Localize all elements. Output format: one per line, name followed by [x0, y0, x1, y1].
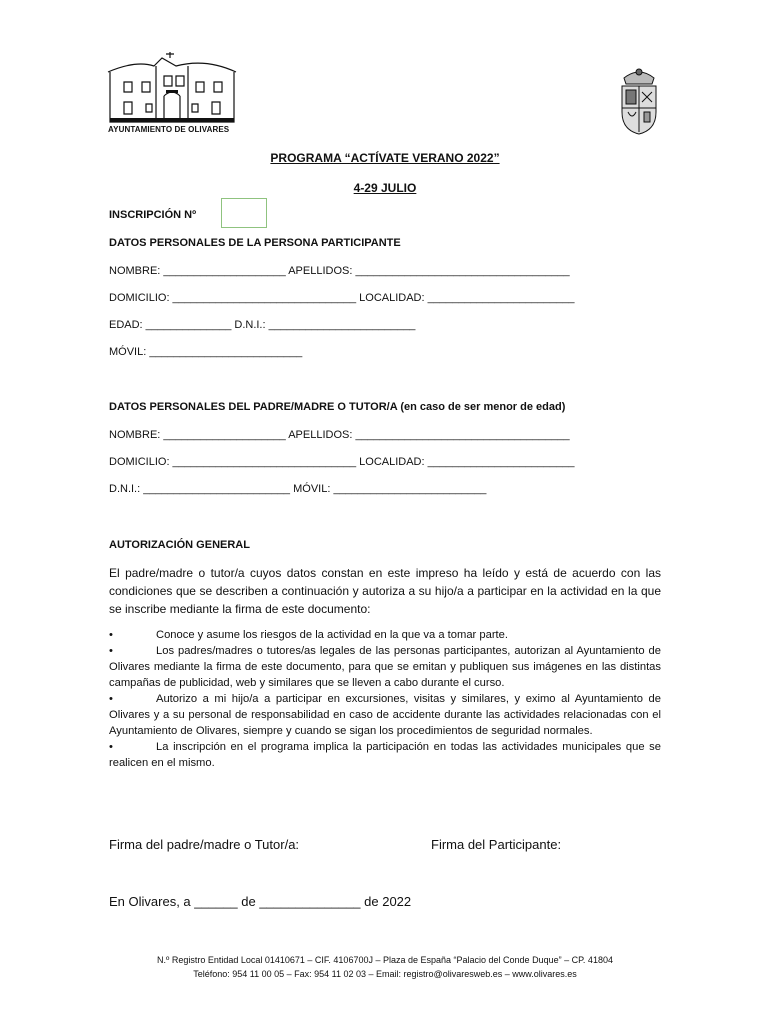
bullet-icon: • [109, 741, 113, 753]
bullet-icon: • [109, 629, 113, 641]
participant-age-dni-field[interactable]: EDAD: ______________ D.N.I.: ________________________ [109, 319, 416, 331]
footer-contact: Teléfono: 954 11 00 05 – Fax: 954 11 02 03 – Email: registro@olivaresweb.es – www.olivares.es [193, 969, 577, 979]
authorization-heading: AUTORIZACIÓN GENERAL [109, 539, 250, 551]
guardian-signature-label: Firma del padre/madre o Tutor/a: [109, 837, 300, 852]
bullet-icon: • [109, 693, 113, 705]
participant-address-field[interactable]: DOMICILIO: ______________________________ LOCALIDAD: ________________________ [109, 292, 575, 304]
date-place-field[interactable]: En Olivares, a ______ de ______________ de 2022 [109, 894, 412, 909]
participant-signature-label: Firma del Participante: [431, 837, 562, 852]
footer-registry: N.º Registro Entidad Local 01410671 – CIF. 4106700J – Plaza de España “Palacio del Conde Duque” – CP. 41804 [157, 955, 613, 965]
list-item: • Los padres/madres o tutores/as legales de las personas participantes, autorizan al Ayuntamiento de Olivares mediante la firma de este documento, para que se emitan y publiquen sus imágenes en las distintas campañas de publicidad, web y similares que se lleven a cabo durante el curso. [109, 645, 661, 689]
participant-heading: DATOS PERSONALES DE LA PERSONA PARTICIPANTE [109, 237, 401, 249]
authorization-intro: El padre/madre o tutor/a cuyos datos constan en este impreso ha leído y está de acuerdo con las condiciones que se describen a continuación y autoriza a su hijo/a a participar en la actividad en la que se inscribe mediante la firma de este documento: [109, 566, 661, 616]
coat-of-arms-icon [614, 64, 664, 136]
municipality-caption: AYUNTAMIENTO DE OLIVARES [108, 125, 230, 134]
participant-mobile-field[interactable]: MÓVIL: _________________________ [109, 346, 303, 358]
list-item: • Conoce y asume los riesgos de la actividad en la que va a tomar parte. [109, 629, 508, 641]
guardian-name-field[interactable]: NOMBRE: ____________________ APELLIDOS: ___________________________________ [109, 429, 570, 441]
inscripcion-number-field[interactable] [221, 198, 267, 228]
list-item: • La inscripción en el programa implica la participación en todas las actividades municipales que se realicen en el mismo. [109, 741, 661, 769]
town-hall-building-icon [106, 52, 241, 136]
participant-name-field[interactable]: NOMBRE: ____________________ APELLIDOS: ___________________________________ [109, 265, 570, 277]
inscripcion-label: INSCRIPCIÓN Nº [109, 209, 197, 221]
guardian-dni-mobile-field[interactable]: D.N.I.: ________________________ MÓVIL: _________________________ [109, 483, 487, 495]
guardian-address-field[interactable]: DOMICILIO: ______________________________ LOCALIDAD: ________________________ [109, 456, 575, 468]
authorization-bullet-list [109, 627, 661, 771]
list-item: • Autorizo a mi hijo/a a participar en excursiones, visitas y similares, y eximo al Ayuntamiento de Olivares y a su personal de responsabilidad en caso de accidente durante las actividades relacionadas con el Ayuntamiento de Olivares, siempre y cuando se sigan los procedimientos de seguridad normales. [109, 693, 661, 737]
program-dates: 4-29 JULIO [353, 181, 417, 195]
document-title: PROGRAMA “ACTÍVATE VERANO 2022” [270, 151, 500, 165]
bullet-icon: • [109, 645, 113, 657]
guardian-heading: DATOS PERSONALES DEL PADRE/MADRE O TUTOR/A (en caso de ser menor de edad) [109, 401, 566, 413]
